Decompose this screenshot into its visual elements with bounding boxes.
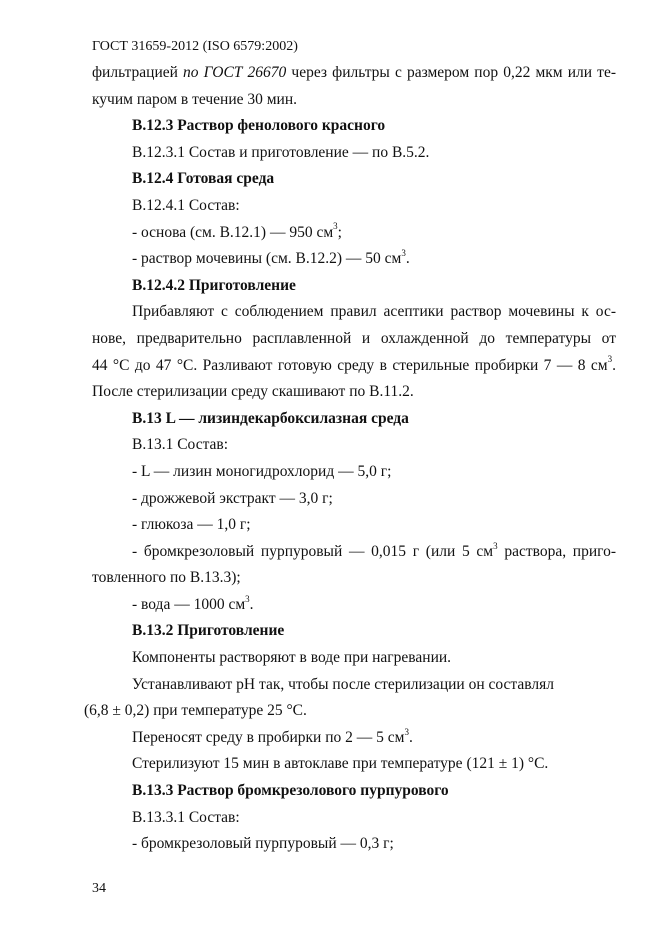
list-item: - L — лизин моногидрохлорид — 5,0 г; <box>132 462 392 480</box>
text-line: кучим паром в течение 30 мин. <box>92 90 298 108</box>
text-line: нове, предварительно расплавленной и охлажденной до температуры от <box>92 329 616 347</box>
list-item <box>92 539 616 566</box>
section-heading: В.12.4.2 Приготовление <box>132 276 296 294</box>
text-line <box>92 60 616 87</box>
page-content <box>84 60 616 858</box>
text-span: - раствор мочевины (см. В.12.2) — 50 см <box>132 250 402 268</box>
text-span: раствора, приго- <box>497 542 616 560</box>
text-span: . <box>408 728 413 746</box>
text-span: Переносят среду в пробирки по 2 — 5 см <box>132 728 405 746</box>
text-line: товленного по В.13.3); <box>92 569 241 587</box>
section-heading: В.13.2 Приготовление <box>132 622 285 640</box>
text-span: 44 °С до 47 °С. Разливают готовую среду в стерильные пробирки 7 — 8 см <box>92 356 608 374</box>
text-line: Прибавляют с соблюдением правил асептики раствор мочевины к ос- <box>132 303 616 321</box>
superscript: 3 <box>404 726 409 737</box>
text-span: - бромкрезоловый пурпуровый — 0,015 г (или 5 см <box>132 542 494 560</box>
page-number: 34 <box>92 881 106 896</box>
text-line: В.12.3.1 Состав и приготовление — по В.5.2. <box>132 143 430 161</box>
text-line <box>92 353 616 380</box>
list-item: - дрожжевой экстракт — 3,0 г; <box>132 489 333 507</box>
text-line: Устанавливают pH так, чтобы после стерилизации он составлял <box>132 675 554 693</box>
text-line: (6,8 ± 0,2) при температуре 25 °С. <box>84 702 307 720</box>
section-heading: В.12.3 Раствор фенолового красного <box>132 117 386 135</box>
list-item <box>92 592 616 619</box>
list-item: - бромкрезоловый пурпуровый — 0,3 г; <box>132 835 394 853</box>
text-span: . <box>405 250 410 268</box>
superscript: 3 <box>401 248 406 258</box>
page-header: ГОСТ 31659-2012 (ISO 6579:2002) <box>92 39 298 54</box>
standard-reference: по ГОСТ 26670 <box>183 64 287 81</box>
text-span: - вода — 1000 см <box>132 595 246 613</box>
list-item <box>92 220 616 247</box>
text-line: В.12.4.1 Состав: <box>132 196 240 214</box>
list-item: - глюкоза — 1,0 г; <box>132 516 251 534</box>
text-line: Компоненты растворяют в воде при нагревании. <box>132 649 452 667</box>
text-span: через фильтры с размером пор 0,22 мкм или те- <box>286 64 616 81</box>
text-line: В.13.1 Состав: <box>132 436 229 454</box>
superscript: 3 <box>333 221 338 232</box>
text-line: После стерилизации среду скашивают по В.11.2. <box>92 383 414 401</box>
text-line <box>92 725 616 752</box>
superscript: 3 <box>607 354 613 365</box>
text-span: - основа (см. В.12.1) — 950 см <box>132 223 334 241</box>
superscript: 3 <box>245 593 250 604</box>
text-span: . <box>612 356 616 374</box>
section-heading: В.13 L — лизиндекарбоксилазная среда <box>132 409 409 427</box>
section-heading: В.13.3 Раствор бромкрезолового пурпурового <box>132 782 449 800</box>
section-heading: В.12.4 Готовая среда <box>132 170 275 188</box>
text-span: ; <box>337 223 342 241</box>
text-line: Стерилизуют 15 мин в автоклаве при температуре (121 ± 1) °С. <box>132 755 549 773</box>
text-span: фильтрацией <box>92 64 184 81</box>
text-span: . <box>249 595 254 613</box>
superscript: 3 <box>493 540 498 551</box>
list-item <box>92 246 616 273</box>
text-line: В.13.3.1 Состав: <box>132 808 240 826</box>
